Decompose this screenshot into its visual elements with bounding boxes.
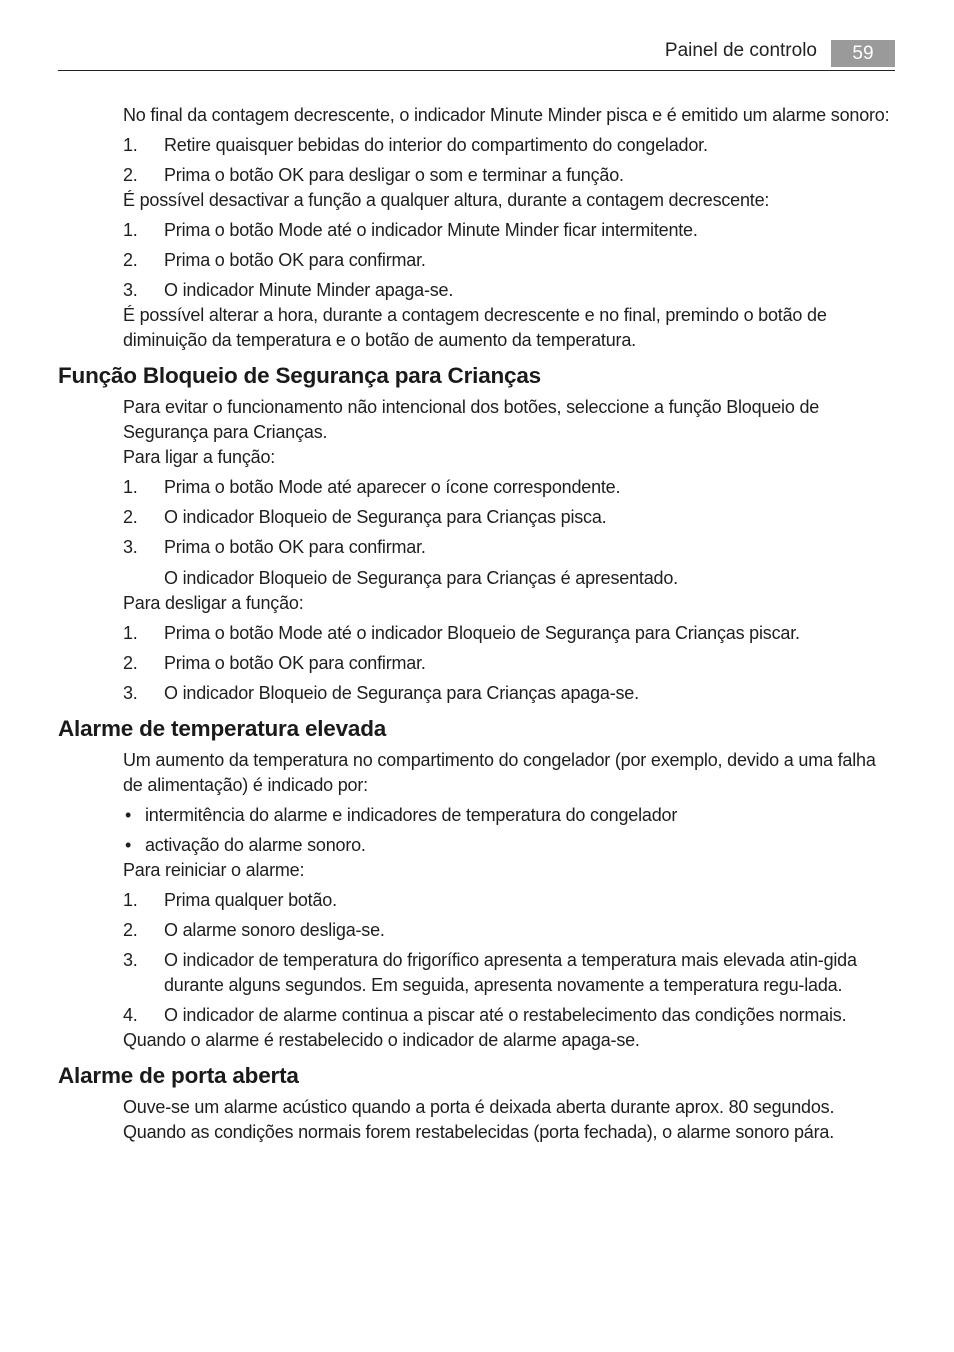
child-lock-paragraph: Para evitar o funcionamento não intencional dos botões, seleccione a função Bloqueio de Segurança para Crianças. xyxy=(123,397,820,442)
bullet-item: • activação do alarme sonoro. xyxy=(125,835,366,855)
list-item: 4. O indicador de alarme continua a piscar até o restabelecimento das condições normais. xyxy=(123,1005,847,1025)
list-item: 3. O indicador Bloqueio de Segurança para Crianças apaga-se. xyxy=(123,683,639,703)
child-lock-off-label: Para desligar a função: xyxy=(123,593,304,613)
list-item: 1. Prima o botão Mode até o indicador Minute Minder ficar intermitente. xyxy=(123,220,698,240)
bullet-item: • intermitência do alarme e indicadores de temperatura do congelador xyxy=(125,805,678,825)
list-item: 1. Prima o botão Mode até o indicador Bloqueio de Segurança para Crianças piscar. xyxy=(123,623,800,643)
high-temp-final-paragraph: Quando o alarme é restabelecido o indicador de alarme apaga-se. xyxy=(123,1030,640,1050)
list-item: 3. O indicador Minute Minder apaga-se. xyxy=(123,280,454,300)
page-number: 59 xyxy=(831,40,895,67)
list-item: 3. Prima o botão OK para confirmar. xyxy=(123,537,426,557)
list-item: 1. Prima qualquer botão. xyxy=(123,890,337,910)
child-lock-on-label: Para ligar a função: xyxy=(123,447,276,467)
door-alarm-paragraph: Ouve-se um alarme acústico quando a porta é deixada aberta durante aprox. 80 segundos. Quando as condições normais forem restabelecidas (porta fechada), o alarme sonoro pára. xyxy=(123,1097,835,1142)
header-divider xyxy=(58,70,895,71)
list-item: 1. Prima o botão Mode até aparecer o ícone correspondente. xyxy=(123,477,621,497)
list-item: 2. Prima o botão OK para desligar o som e terminar a função. xyxy=(123,165,624,185)
list-item: 3. O indicador de temperatura do frigorífico apresenta a temperatura mais elevada atin-gida durante alguns segundos. Em seguida, apresenta novamente a temperatura regu-lada. xyxy=(123,950,857,995)
intro-paragraph-3: É possível alterar a hora, durante a contagem decrescente e no final, premindo o botão de diminuição da temperatura e o botão de aumento da temperatura. xyxy=(123,305,827,350)
page-header xyxy=(58,38,895,72)
intro-paragraph: No final da contagem decrescente, o indicador Minute Minder pisca e é emitido um alarme sonoro: xyxy=(123,105,890,125)
list-item: 2. Prima o botão OK para confirmar. xyxy=(123,653,426,673)
section-title: Painel de controlo xyxy=(664,40,817,61)
list-item: 2. O indicador Bloqueio de Segurança para Crianças pisca. xyxy=(123,507,607,527)
child-lock-on-list xyxy=(58,475,898,591)
high-temp-reset-label: Para reiniciar o alarme: xyxy=(123,860,305,880)
intro-list-1 xyxy=(58,133,898,188)
list-item: 1. Retire quaisquer bebidas do interior do compartimento do congelador. xyxy=(123,135,708,155)
high-temp-list xyxy=(58,888,898,1028)
high-temp-heading: Alarme de temperatura elevada xyxy=(58,716,387,741)
list-item: 2. O alarme sonoro desliga-se. xyxy=(123,920,385,940)
high-temp-bullets xyxy=(58,803,898,858)
list-item-note: O indicador Bloqueio de Segurança para Crianças é apresentado. xyxy=(164,568,678,588)
page-content xyxy=(58,103,898,1145)
list-item: 2. Prima o botão OK para confirmar. xyxy=(123,250,426,270)
intro-paragraph-2: É possível desactivar a função a qualquer altura, durante a contagem decrescente: xyxy=(123,190,770,210)
child-lock-off-list xyxy=(58,621,898,706)
door-alarm-heading: Alarme de porta aberta xyxy=(58,1063,299,1088)
high-temp-paragraph: Um aumento da temperatura no compartimento do congelador (por exemplo, devido a uma falha de alimentação) é indicado por: xyxy=(123,750,876,795)
child-lock-heading: Função Bloqueio de Segurança para Crianças xyxy=(58,363,541,388)
intro-list-2 xyxy=(58,218,898,303)
